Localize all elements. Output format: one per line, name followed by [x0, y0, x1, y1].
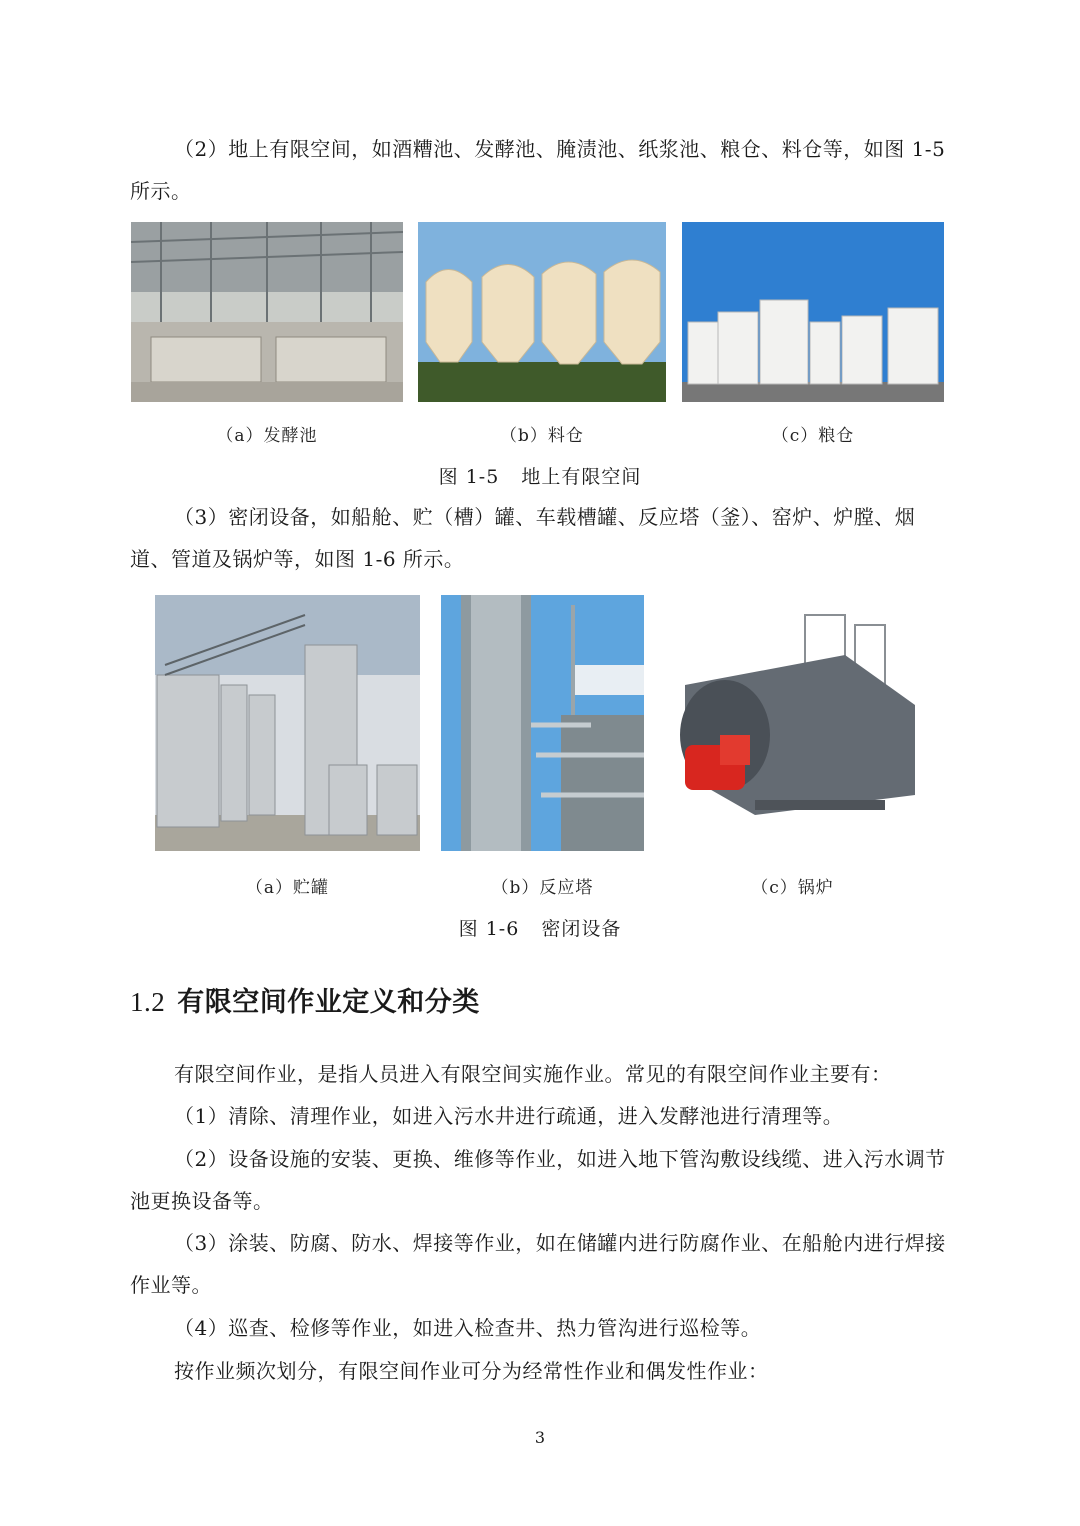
- figure-1-5-title: 地上有限空间: [521, 466, 642, 488]
- figure-1-5-caption: [0, 462, 1080, 489]
- paragraph-sealed-equipment: （3）密闭设备，如船舱、贮（槽）罐、车载槽罐、反应塔（釜）、窑炉、炉膛、烟道、管道及锅炉等，如图 1-6 所示。: [130, 505, 916, 571]
- section-heading: [130, 980, 480, 1019]
- body-paragraph-frequency: 按作业频次划分，有限空间作业可分为经常性作业和偶发性作业：: [174, 1359, 769, 1383]
- boiler-photo: [665, 605, 920, 830]
- fermentation-pool-photo: [131, 222, 403, 402]
- figure-1-6-number: 图 1-6: [458, 918, 520, 940]
- fig-1-6-subcaption-a: （a）贮罐: [245, 878, 330, 898]
- fig-1-5-subcaption-c: （c）粮仓: [771, 426, 855, 446]
- grain-silo-photo: [682, 222, 944, 402]
- body-paragraph-item-4: （4）巡查、检修等作业，如进入检查井、热力管沟进行巡检等。: [174, 1316, 762, 1340]
- body-paragraph-item-3: （3）涂装、防腐、防水、焊接等作业，如在储罐内进行防腐作业、在船舱内进行焊接作业等。: [130, 1231, 946, 1297]
- silo-bin-photo: [418, 222, 666, 402]
- section-title: 有限空间作业定义和分类: [177, 987, 480, 1018]
- section-number: 1.2: [130, 987, 166, 1017]
- fig-1-5-subcaption-a: （a）发酵池: [216, 426, 318, 446]
- storage-tank-photo: [155, 595, 420, 851]
- page-number: 3: [534, 1428, 546, 1447]
- fig-1-6-subcaption-c: （c）锅炉: [751, 878, 834, 898]
- body-paragraph-item-2: （2）设备设施的安装、更换、维修等作业，如进入地下管沟敷设线缆、进入污水调节池更换设备等。: [130, 1147, 946, 1213]
- body-paragraph-definition: 有限空间作业，是指人员进入有限空间实施作业。常见的有限空间作业主要有：: [174, 1062, 892, 1086]
- figure-1-5-number: 图 1-5: [438, 466, 500, 488]
- figure-1-6-title: 密闭设备: [541, 918, 622, 940]
- reaction-tower-photo: [441, 595, 644, 851]
- body-paragraph-item-1: （1）清除、清理作业，如进入污水井进行疏通，进入发酵池进行清理等。: [174, 1104, 844, 1128]
- fig-1-5-subcaption-b: （b）料仓: [500, 426, 584, 446]
- figure-1-6-caption: [0, 914, 1080, 941]
- paragraph-above-ground-spaces: （2）地上有限空间，如酒糟池、发酵池、腌渍池、纸浆池、粮仓、料仓等，如图 1-5 所示。: [130, 137, 946, 203]
- fig-1-6-subcaption-b: （b）反应塔: [491, 878, 594, 898]
